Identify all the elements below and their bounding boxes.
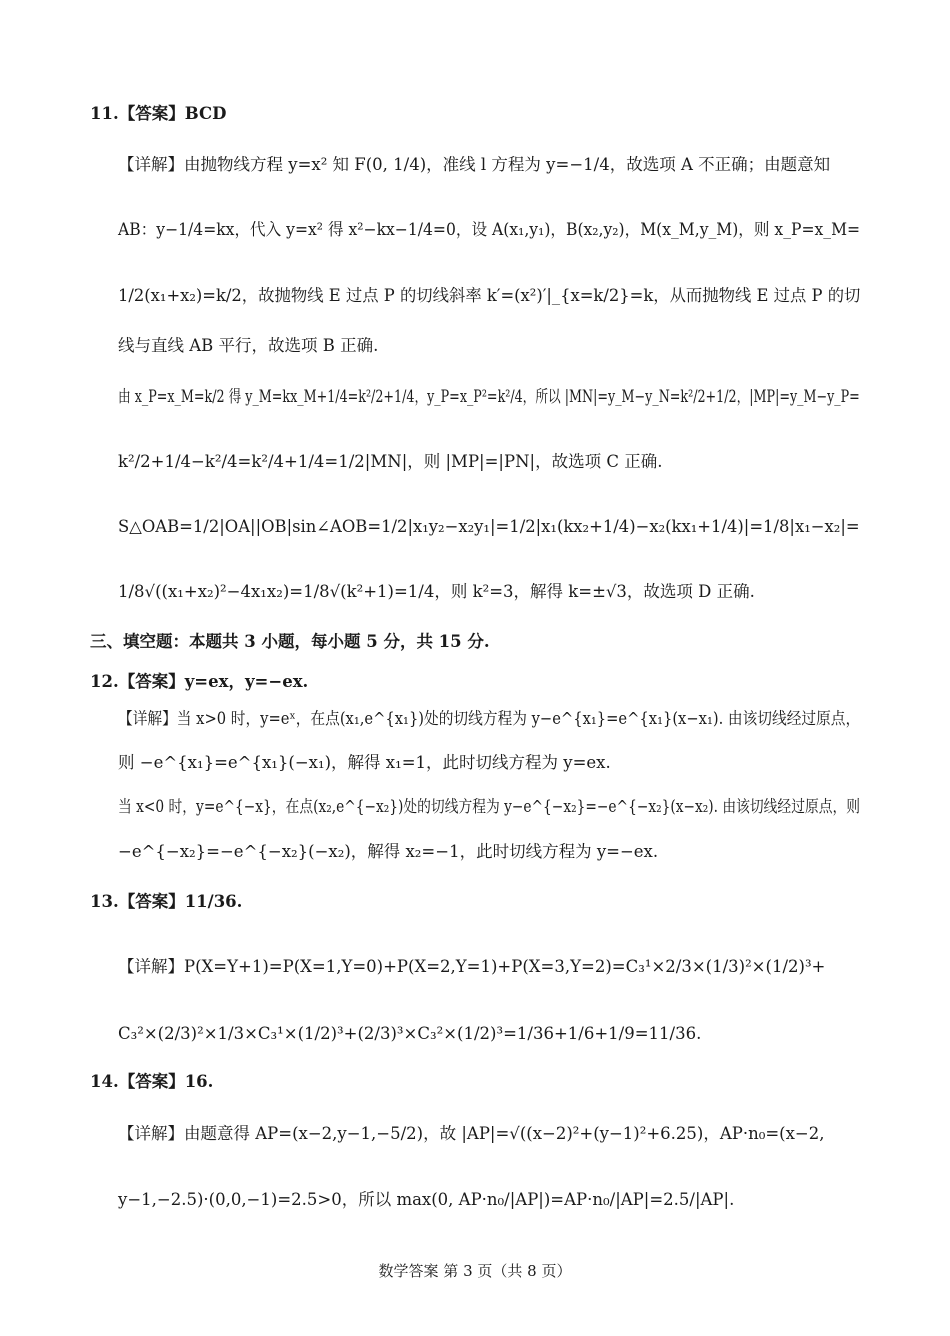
q12-detail-line-2: 则 −e^{x₁}=e^{x₁}(−x₁)，解得 x₁=1，此时切线方程为 y=ex. — [118, 753, 611, 772]
q12-detail-line-1: 【详解】当 x>0 时，y=eˣ，在点(x₁,e^{x₁})处的切线方程为 y−e^{x₁}=e^{x₁}(x−x₁). 由该切线经过原点， — [118, 709, 861, 728]
q12-detail-line-4: −e^{−x₂}=−e^{−x₂}(−x₂)，解得 x₂=−1，此时切线方程为 y=−ex. — [118, 842, 659, 861]
section-3-heading: 三、填空题：本题共 3 小题，每小题 5 分，共 15 分. — [90, 632, 490, 651]
q12-detail-line-3: 当 x<0 时，y=e^{−x}，在点(x₂,e^{−x₂})处的切线方程为 y−e^{−x₂}=−e^{−x₂}(x−x₂). 由该切线经过原点，则 — [118, 797, 860, 816]
q12-answer-heading: 12.【答案】y=ex，y=−ex. — [90, 672, 309, 691]
q11-detail-line-3: 1/2(x₁+x₂)=k/2，故抛物线 E 过点 P 的切线斜率 k′=(x²)′|_{x=k/2}=k，从而抛物线 E 过点 P 的切 — [118, 286, 861, 305]
q11-detail-line-6: k²/2+1/4−k²/4=k²/4+1/4=1/2|MN|，则 |MP|=|PN|，故选项 C 正确. — [118, 452, 663, 471]
q13-detail-line-1: 【详解】P(X=Y+1)=P(X=1,Y=0)+P(X=2,Y=1)+P(X=3,Y=2)=C₃¹×2/3×(1/3)²×(1/2)³+ — [118, 957, 826, 976]
q11-detail-line-5: 由 x_P=x_M=k/2 得 y_M=kx_M+1/4=k²/2+1/4，y_P=x_P²=k²/4，所以 |MN|=y_M−y_N=k²/2+1/2，|MP|=y_M−y_P= — [118, 387, 860, 406]
q13-answer-heading: 13.【答案】11/36. — [90, 892, 243, 911]
q14-detail-line-2: y−1,−2.5)·(0,0,−1)=2.5>0，所以 max(0, AP·n₀/|AP|)=AP·n₀/|AP|=2.5/|AP|. — [118, 1190, 735, 1209]
q11-detail-line-7: S△OAB=1/2|OA||OB|sin∠AOB=1/2|x₁y₂−x₂y₁|=1/2|x₁(kx₂+1/4)−x₂(kx₁+1/4)|=1/8|x₁−x₂|= — [118, 517, 860, 536]
q11-detail-line-1: 【详解】由抛物线方程 y=x² 知 F(0, 1/4)，准线 l 方程为 y=−1/4，故选项 A 不正确；由题意知 — [118, 155, 831, 174]
q14-detail-line-1: 【详解】由题意得 AP=(x−2,y−1,−5/2)，故 |AP|=√((x−2)²+(y−1)²+6.25)，AP·n₀=(x−2, — [118, 1124, 825, 1143]
q13-detail-line-2: C₃²×(2/3)²×1/3×C₃¹×(1/2)³+(2/3)³×C₃²×(1/2)³=1/36+1/6+1/9=11/36. — [118, 1024, 702, 1043]
q11-answer-heading: 11.【答案】BCD — [90, 104, 227, 123]
q11-detail-line-8: 1/8√((x₁+x₂)²−4x₁x₂)=1/8√(k²+1)=1/4，则 k²=3，解得 k=±√3，故选项 D 正确. — [118, 582, 755, 601]
q11-detail-line-2: AB：y−1/4=kx，代入 y=x² 得 x²−kx−1/4=0，设 A(x₁,y₁)，B(x₂,y₂)，M(x_M,y_M)，则 x_P=x_M= — [118, 220, 861, 239]
q11-detail-line-4: 线与直线 AB 平行，故选项 B 正确. — [118, 336, 379, 355]
q14-answer-heading: 14.【答案】16. — [90, 1072, 214, 1091]
page-footer: 数学答案 第 3 页（共 8 页） — [378, 1262, 572, 1280]
